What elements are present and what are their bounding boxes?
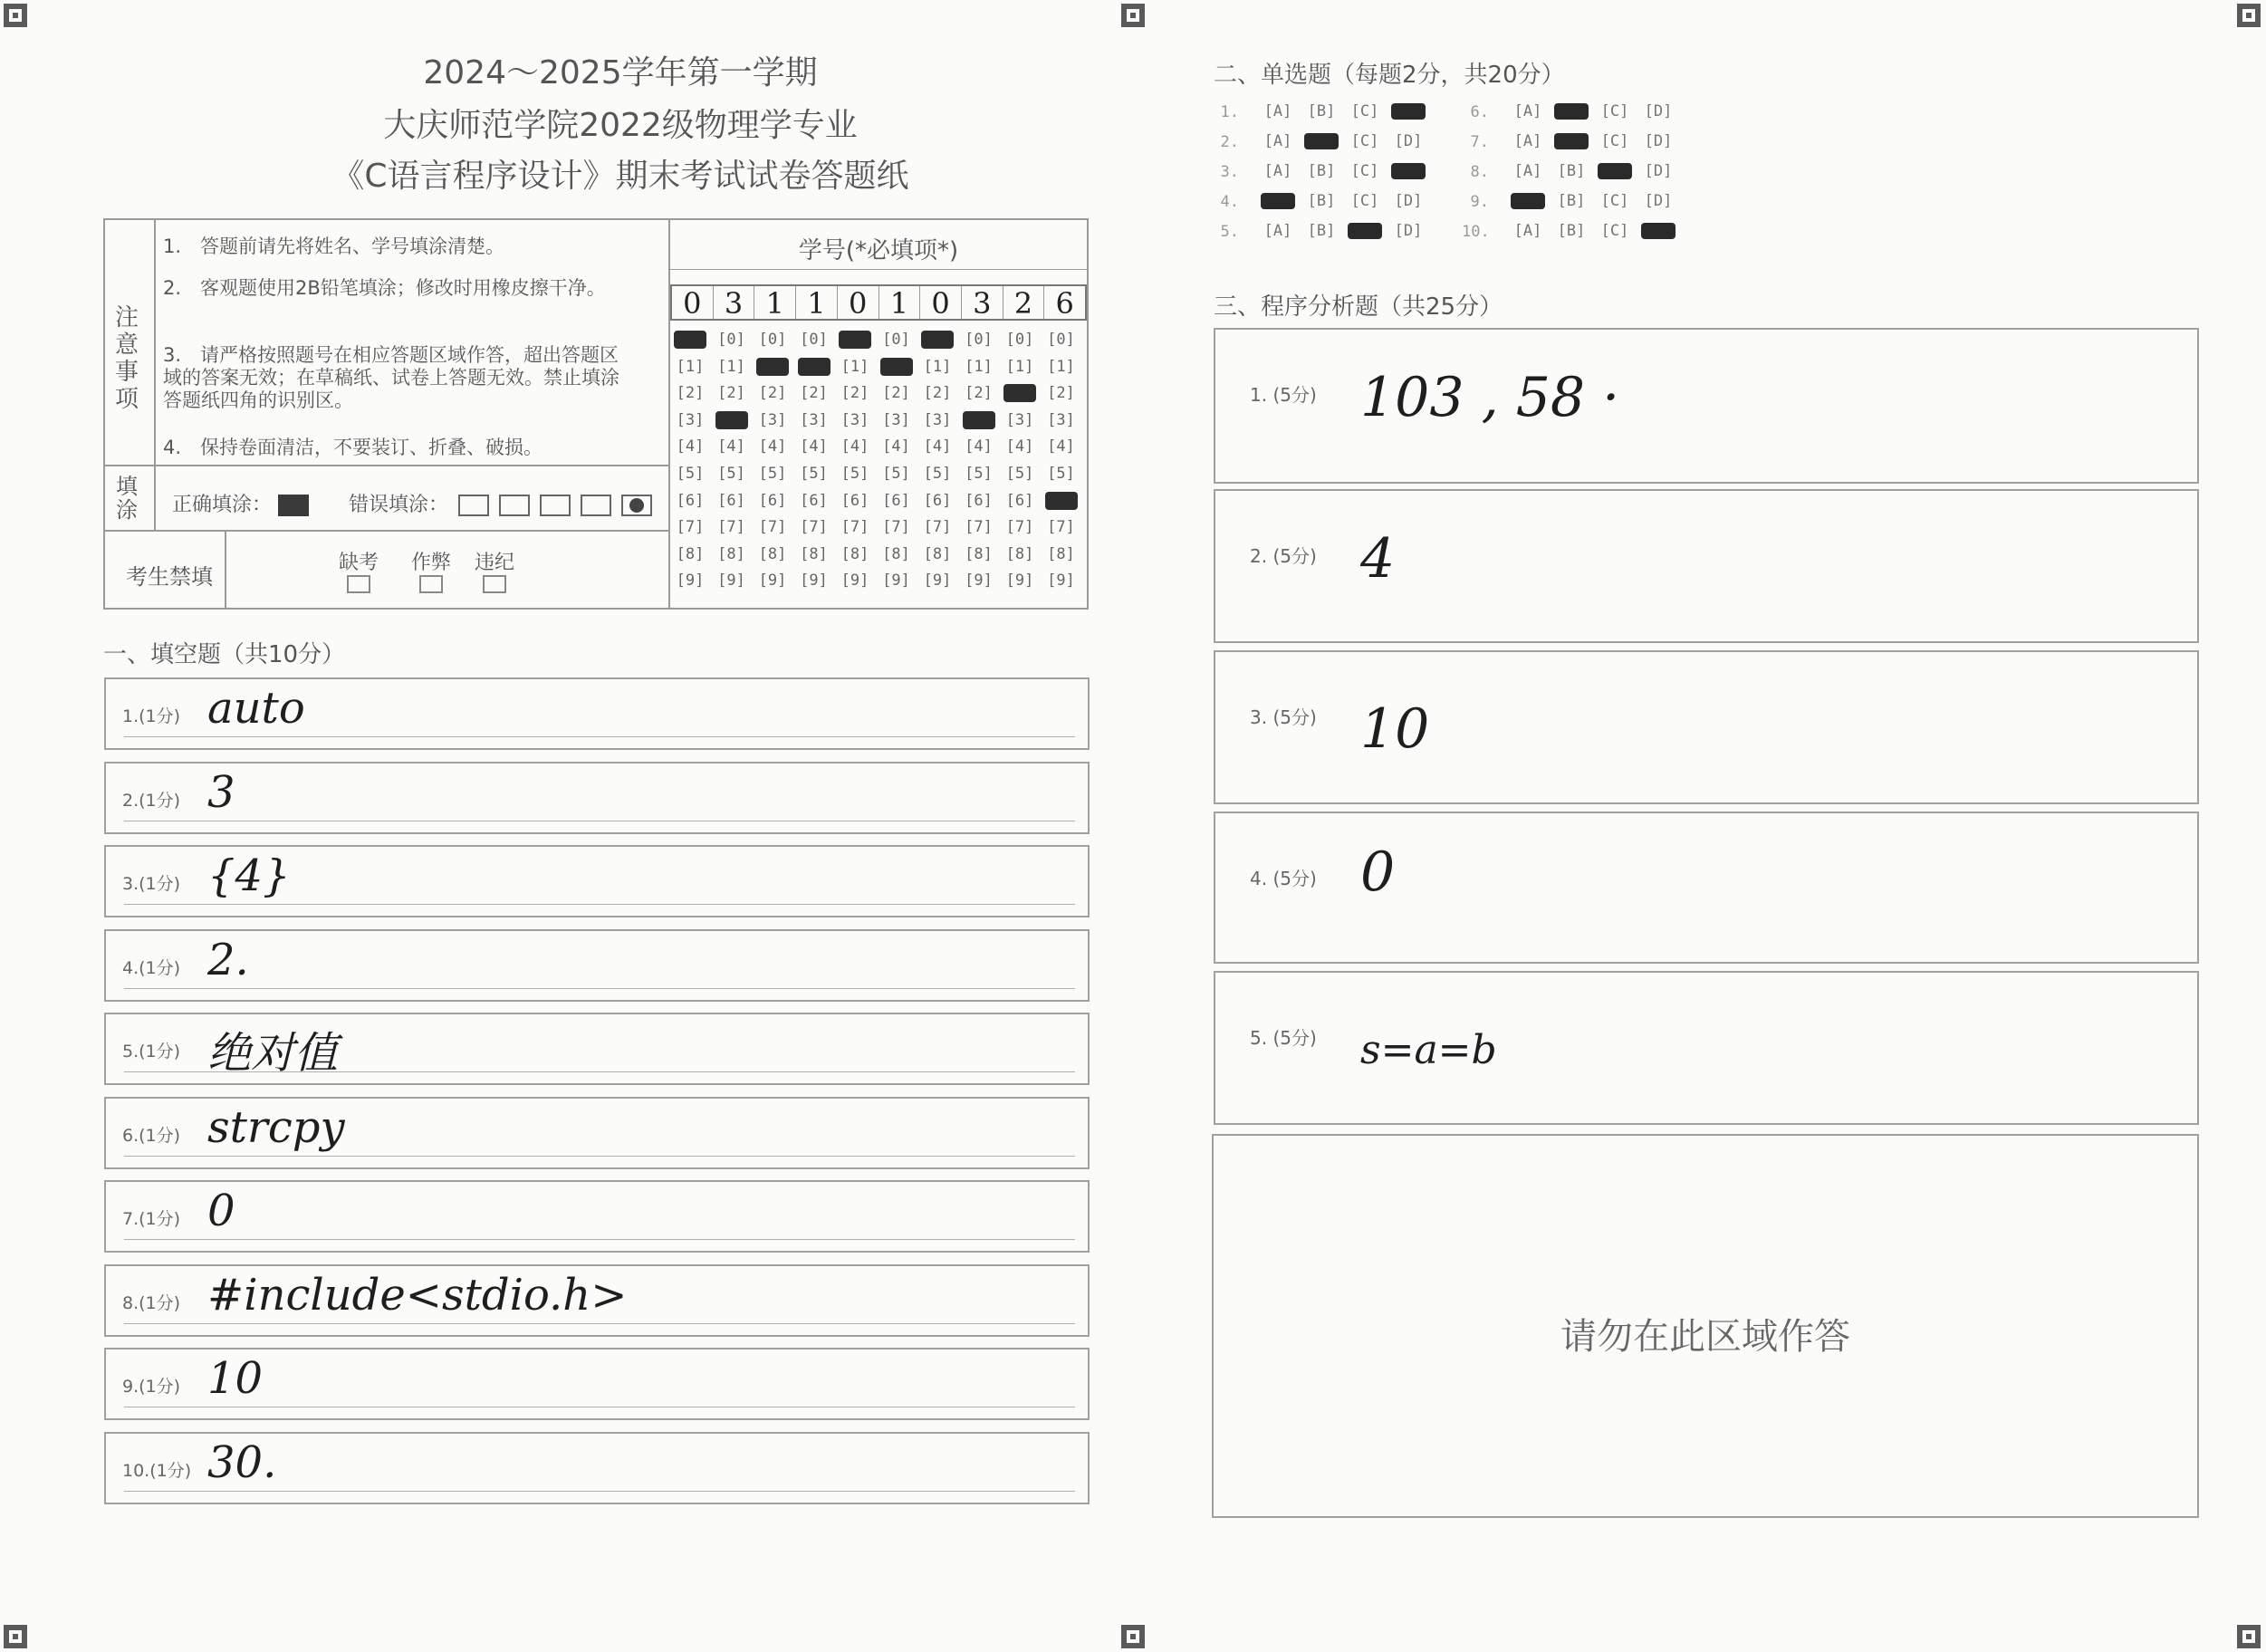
note-item-2: 2. 客观题使用2B铅笔填涂；修改时用橡皮擦干净。 bbox=[163, 277, 606, 299]
id-bubble[interactable]: [5] bbox=[1005, 465, 1034, 483]
answer-line bbox=[124, 988, 1075, 989]
mc-option-filled[interactable] bbox=[1641, 223, 1675, 239]
header-exam-title: 《C语言程序设计》期末考试试卷答题纸 bbox=[331, 158, 909, 195]
ban-label: 考生禁填 bbox=[126, 564, 213, 590]
id-bubble[interactable]: [2] bbox=[717, 384, 745, 403]
mc-option[interactable]: [B] bbox=[1557, 222, 1586, 240]
mc-option[interactable]: [D] bbox=[1394, 222, 1423, 240]
id-bubble[interactable]: [3] bbox=[758, 410, 787, 429]
mc-option[interactable]: [D] bbox=[1394, 192, 1423, 210]
id-bubble[interactable]: [6] bbox=[965, 491, 993, 510]
id-bubble[interactable]: [6] bbox=[717, 491, 745, 510]
mc-option[interactable]: [A] bbox=[1263, 162, 1292, 180]
id-bubble[interactable]: [3] bbox=[882, 410, 910, 429]
note-item-3: 3. 请严格按照题号在相应答题区域作答，超出答题区域的答案无效；在草稿纸、试卷上答题无效。禁止填涂答题纸四角的识别区。 bbox=[163, 344, 619, 411]
mc-option[interactable]: [C] bbox=[1600, 132, 1629, 150]
id-digit: 2 bbox=[1003, 286, 1045, 319]
corner-marker-bottom-left bbox=[4, 1625, 27, 1648]
id-bubble[interactable]: [8] bbox=[1005, 544, 1034, 563]
ban-absent bbox=[331, 547, 386, 599]
id-bubble[interactable]: [0] bbox=[882, 331, 910, 349]
id-bubble[interactable]: [5] bbox=[800, 465, 828, 483]
mc-option-filled[interactable] bbox=[1511, 193, 1545, 209]
mc-option-filled[interactable] bbox=[1554, 103, 1589, 120]
mc-question-number: 8. bbox=[1470, 163, 1489, 181]
mc-option[interactable]: [A] bbox=[1513, 162, 1542, 180]
ban-violation-label: 违纪 bbox=[474, 552, 514, 574]
fill-blank-box bbox=[104, 1432, 1090, 1504]
mc-option-filled[interactable] bbox=[1261, 193, 1295, 209]
question-label: 2.(1分) bbox=[122, 790, 181, 811]
handwritten-answer: 绝对值 bbox=[207, 1028, 339, 1079]
id-bubble[interactable]: [5] bbox=[965, 465, 993, 483]
id-bubble[interactable]: [8] bbox=[800, 544, 828, 563]
id-bubble[interactable]: [3] bbox=[676, 410, 705, 429]
id-bubble[interactable]: [0] bbox=[758, 331, 787, 349]
id-bubble[interactable]: [2] bbox=[840, 384, 869, 403]
id-bubble[interactable]: [1] bbox=[717, 357, 745, 376]
mc-question-number: 3. bbox=[1220, 163, 1239, 181]
id-digit: 0 bbox=[920, 286, 962, 319]
fill-blank-box bbox=[104, 677, 1090, 750]
id-bubble[interactable]: [2] bbox=[758, 384, 787, 403]
header-school: 大庆师范学院2022级物理学专业 bbox=[383, 107, 858, 144]
mc-option[interactable]: [A] bbox=[1513, 132, 1542, 150]
mc-option[interactable]: [B] bbox=[1307, 222, 1336, 240]
handwritten-answer: 3 bbox=[207, 766, 235, 818]
question-label: 9.(1分) bbox=[122, 1377, 181, 1397]
id-bubble[interactable]: [1] bbox=[923, 357, 952, 376]
mc-option[interactable]: [D] bbox=[1394, 132, 1423, 150]
question-label: 4. (5分) bbox=[1250, 868, 1317, 889]
mc-question-number: 4. bbox=[1220, 193, 1239, 211]
id-bubble[interactable]: [6] bbox=[840, 491, 869, 510]
handwritten-answer: 0 bbox=[1360, 840, 1396, 904]
id-digit: 1 bbox=[754, 286, 796, 319]
id-bubble-filled[interactable] bbox=[839, 331, 871, 349]
id-bubble[interactable]: [4] bbox=[965, 437, 993, 456]
wrong-mark-tick-icon bbox=[499, 495, 530, 516]
id-bubble[interactable]: [6] bbox=[800, 491, 828, 510]
id-bubble[interactable]: [6] bbox=[923, 491, 952, 510]
question-label: 1. (5分) bbox=[1250, 384, 1317, 406]
mc-option[interactable]: [C] bbox=[1350, 132, 1379, 150]
note-item-4: 4. 保持卷面清洁，不要装订、折叠、破损。 bbox=[163, 437, 543, 458]
corner-marker-top-left bbox=[4, 4, 27, 27]
handwritten-answer: 2. bbox=[207, 934, 249, 985]
id-bubble[interactable]: [9] bbox=[965, 571, 993, 591]
id-bubble[interactable]: [5] bbox=[923, 465, 952, 483]
id-bubble[interactable]: [9] bbox=[717, 571, 745, 591]
id-bubble[interactable]: [0] bbox=[717, 331, 745, 349]
id-bubble[interactable]: [5] bbox=[717, 465, 745, 483]
fill-blank-box bbox=[104, 929, 1090, 1002]
id-bubble[interactable]: [4] bbox=[840, 437, 869, 456]
handwritten-answer: 0 bbox=[207, 1186, 235, 1236]
id-digit: 1 bbox=[796, 286, 838, 319]
mc-option[interactable]: [C] bbox=[1350, 162, 1379, 180]
id-bubble[interactable]: [8] bbox=[965, 544, 993, 563]
question-label: 5.(1分) bbox=[122, 1042, 181, 1061]
fill-blank-box bbox=[104, 1013, 1090, 1085]
id-bubble[interactable]: [9] bbox=[676, 571, 705, 591]
ban-cheat bbox=[404, 547, 458, 599]
mc-option[interactable]: [D] bbox=[1644, 102, 1673, 120]
mc-option[interactable]: [D] bbox=[1644, 192, 1673, 210]
id-bubble[interactable]: [5] bbox=[840, 465, 869, 483]
mc-option[interactable]: [B] bbox=[1307, 162, 1336, 180]
id-bubble[interactable]: [7] bbox=[882, 518, 910, 537]
handwritten-answer: s=a=b bbox=[1360, 1027, 1497, 1073]
id-bubble[interactable]: [7] bbox=[1047, 518, 1075, 537]
handwritten-answer: 10 bbox=[207, 1353, 264, 1404]
question-label: 3. (5分) bbox=[1250, 706, 1317, 728]
id-bubble[interactable]: [4] bbox=[923, 437, 952, 456]
answer-line bbox=[124, 904, 1075, 905]
mc-question-number: 1. bbox=[1220, 103, 1239, 121]
id-bubble-filled[interactable] bbox=[798, 358, 831, 376]
id-bubble[interactable]: [4] bbox=[1005, 437, 1034, 456]
id-bubble[interactable]: [0] bbox=[1047, 331, 1075, 349]
fill-blank-box bbox=[104, 1264, 1090, 1337]
single-choice-title: 二、单选题（每题2分，共20分） bbox=[1214, 62, 1565, 89]
fill-blank-title: 一、填空题（共10分） bbox=[103, 641, 346, 668]
id-bubble[interactable]: [4] bbox=[1047, 437, 1075, 456]
mc-option[interactable]: [C] bbox=[1600, 192, 1629, 210]
mc-option[interactable]: [B] bbox=[1557, 162, 1586, 180]
answer-line bbox=[124, 1491, 1075, 1492]
fill-wrong-label: 错误填涂： bbox=[349, 494, 449, 516]
id-bubble[interactable]: [2] bbox=[676, 384, 705, 403]
answer-line bbox=[124, 1156, 1075, 1157]
mc-option[interactable]: [A] bbox=[1263, 132, 1292, 150]
corner-marker-bottom-right bbox=[2237, 1625, 2261, 1648]
id-bubble[interactable]: [3] bbox=[840, 410, 869, 429]
id-bubble[interactable]: [9] bbox=[758, 571, 787, 591]
question-label: 8.(1分) bbox=[122, 1292, 181, 1313]
fill-blank-box bbox=[104, 1097, 1090, 1169]
fill-blank-box bbox=[104, 1180, 1090, 1253]
id-bubble[interactable]: [3] bbox=[923, 410, 952, 429]
id-bubble[interactable]: [0] bbox=[800, 331, 828, 349]
id-bubble[interactable]: [1] bbox=[676, 357, 705, 376]
id-bubble[interactable]: [8] bbox=[758, 544, 787, 563]
id-bubble[interactable]: [2] bbox=[923, 384, 952, 403]
id-bubble[interactable]: [7] bbox=[717, 518, 745, 537]
fill-label: 填涂 bbox=[116, 474, 138, 523]
id-bubble[interactable]: [7] bbox=[800, 518, 828, 537]
id-bubble-filled[interactable] bbox=[963, 411, 995, 429]
id-bubble[interactable]: [5] bbox=[676, 465, 705, 483]
fill-blank-box bbox=[104, 845, 1090, 917]
handwritten-answer: 30. bbox=[207, 1436, 277, 1488]
id-bubble[interactable]: [9] bbox=[840, 571, 869, 591]
student-id-title: 学号(*必填项*) bbox=[798, 237, 959, 264]
id-bubble[interactable]: [7] bbox=[965, 518, 993, 537]
id-bubble[interactable]: [1] bbox=[965, 357, 993, 376]
fill-blank-box bbox=[104, 762, 1090, 834]
header-term: 2024～2025学年第一学期 bbox=[423, 54, 818, 91]
mc-option[interactable]: [A] bbox=[1513, 102, 1542, 120]
mc-option-filled[interactable] bbox=[1348, 223, 1382, 239]
ban-cheat-label: 作弊 bbox=[410, 552, 451, 574]
program-answer-box bbox=[1214, 812, 2199, 964]
id-bubble[interactable]: [1] bbox=[1005, 357, 1034, 376]
ban-absent-checkbox[interactable] bbox=[347, 575, 370, 593]
notes-label: 注意事项 bbox=[114, 304, 139, 413]
id-bubble[interactable]: [0] bbox=[965, 331, 993, 349]
id-bubble[interactable]: [2] bbox=[1047, 384, 1075, 403]
id-digit: 3 bbox=[714, 286, 755, 319]
mc-question-number: 9. bbox=[1470, 193, 1489, 211]
id-bubble[interactable]: [8] bbox=[923, 544, 952, 563]
no-answer-zone bbox=[1212, 1134, 2199, 1518]
mc-option[interactable]: [A] bbox=[1513, 222, 1542, 240]
ban-violation-checkbox[interactable] bbox=[483, 575, 506, 593]
handwritten-answer: 4 bbox=[1360, 527, 1396, 591]
question-label: 3.(1分) bbox=[122, 874, 181, 894]
wrong-mark-check-icon bbox=[458, 495, 489, 516]
id-bubble[interactable]: [0] bbox=[1005, 331, 1034, 349]
fill-blank-box bbox=[104, 1348, 1090, 1420]
id-bubble-filled[interactable] bbox=[921, 331, 954, 349]
corner-marker-top-center bbox=[1121, 4, 1145, 27]
id-bubble[interactable]: [4] bbox=[676, 437, 705, 456]
program-answer-box bbox=[1214, 328, 2199, 484]
id-bubble[interactable]: [7] bbox=[840, 518, 869, 537]
id-bubble[interactable]: [8] bbox=[882, 544, 910, 563]
mc-option-filled[interactable] bbox=[1391, 163, 1426, 179]
id-bubble[interactable]: [8] bbox=[840, 544, 869, 563]
id-bubble[interactable]: [6] bbox=[676, 491, 705, 510]
id-bubble[interactable]: [9] bbox=[923, 571, 952, 591]
program-answer-box bbox=[1214, 489, 2199, 643]
id-bubble-filled[interactable] bbox=[1003, 384, 1036, 402]
id-bubble[interactable]: [3] bbox=[800, 410, 828, 429]
id-bubble[interactable]: [8] bbox=[717, 544, 745, 563]
id-bubble[interactable]: [6] bbox=[882, 491, 910, 510]
mc-option[interactable]: [C] bbox=[1600, 102, 1629, 120]
mc-option[interactable]: [B] bbox=[1307, 102, 1336, 120]
id-digit: 1 bbox=[879, 286, 921, 319]
mc-option-filled[interactable] bbox=[1391, 103, 1426, 120]
id-bubble[interactable]: [7] bbox=[758, 518, 787, 537]
question-label: 2. (5分) bbox=[1250, 545, 1317, 567]
answer-line bbox=[124, 1239, 1075, 1240]
fill-example-row bbox=[172, 489, 652, 517]
id-bubble[interactable]: [1] bbox=[840, 357, 869, 376]
id-bubble[interactable]: [4] bbox=[882, 437, 910, 456]
id-digit: 0 bbox=[672, 286, 714, 319]
mc-option[interactable]: [C] bbox=[1350, 102, 1379, 120]
mc-option[interactable]: [A] bbox=[1263, 222, 1292, 240]
ban-violation bbox=[467, 547, 522, 599]
id-bubble[interactable]: [6] bbox=[1005, 491, 1034, 510]
program-answer-box bbox=[1214, 650, 2199, 804]
question-label: 4.(1分) bbox=[122, 957, 181, 978]
id-bubble-filled[interactable] bbox=[756, 358, 789, 376]
ban-absent-label: 缺考 bbox=[338, 552, 379, 574]
mc-question-number: 5. bbox=[1220, 223, 1239, 241]
no-answer-text: 请勿在此区域作答 bbox=[1560, 1316, 1850, 1358]
correct-mark-icon bbox=[278, 495, 309, 516]
mc-option-filled[interactable] bbox=[1598, 163, 1632, 179]
wrong-mark-dash-icon bbox=[540, 495, 571, 516]
id-digit: 3 bbox=[962, 286, 1003, 319]
id-bubble[interactable]: [6] bbox=[758, 491, 787, 510]
mc-option[interactable]: [D] bbox=[1644, 132, 1673, 150]
id-bubble[interactable]: [7] bbox=[1005, 518, 1034, 537]
handwritten-answer: 10 bbox=[1360, 697, 1430, 761]
id-bubble[interactable]: [9] bbox=[1047, 571, 1075, 591]
mc-option-filled[interactable] bbox=[1304, 133, 1339, 149]
answer-line bbox=[124, 1323, 1075, 1324]
student-id-digits bbox=[670, 284, 1087, 321]
handwritten-answer: 103 , 58 · bbox=[1360, 366, 1620, 429]
id-bubble[interactable]: [2] bbox=[800, 384, 828, 403]
id-bubble[interactable]: [9] bbox=[1005, 571, 1034, 591]
id-bubble-filled[interactable] bbox=[715, 411, 748, 429]
question-label: 5. (5分) bbox=[1250, 1027, 1317, 1049]
mc-option[interactable]: [B] bbox=[1557, 192, 1586, 210]
id-bubble-filled[interactable] bbox=[880, 358, 913, 376]
id-bubble[interactable]: [4] bbox=[800, 437, 828, 456]
id-bubble[interactable]: [5] bbox=[882, 465, 910, 483]
question-label: 1.(1分) bbox=[122, 706, 181, 726]
question-label: 10.(1分) bbox=[122, 1460, 192, 1481]
ban-cheat-checkbox[interactable] bbox=[419, 575, 443, 593]
mc-option[interactable]: [A] bbox=[1263, 102, 1292, 120]
id-bubble[interactable]: [5] bbox=[1047, 465, 1075, 483]
id-bubble[interactable]: [9] bbox=[800, 571, 828, 591]
handwritten-answer: strcpy bbox=[207, 1101, 345, 1153]
id-bubble-filled[interactable] bbox=[674, 331, 706, 349]
mc-option[interactable]: [D] bbox=[1644, 162, 1673, 180]
handwritten-answer: auto bbox=[207, 683, 305, 734]
mc-option-filled[interactable] bbox=[1554, 133, 1589, 149]
answer-line bbox=[124, 736, 1075, 737]
id-bubble[interactable]: [4] bbox=[717, 437, 745, 456]
note-item-1: 1. 答题前请先将姓名、学号填涂清楚。 bbox=[163, 235, 505, 257]
program-title: 三、程序分析题（共25分） bbox=[1214, 293, 1503, 321]
fill-correct-label: 正确填涂： bbox=[172, 494, 273, 516]
program-answer-box bbox=[1214, 971, 2199, 1125]
id-bubble[interactable]: [7] bbox=[923, 518, 952, 537]
question-label: 6.(1分) bbox=[122, 1125, 181, 1146]
id-bubble[interactable]: [1] bbox=[1047, 357, 1075, 376]
id-digit: 6 bbox=[1055, 286, 1074, 321]
mc-option[interactable]: [B] bbox=[1307, 192, 1336, 210]
mc-question-number: 2. bbox=[1220, 133, 1239, 151]
mc-question-number: 10. bbox=[1462, 223, 1490, 241]
handwritten-answer: #include<stdio.h> bbox=[207, 1269, 628, 1321]
id-bubble[interactable]: [8] bbox=[1047, 544, 1075, 563]
mc-question-number: 6. bbox=[1470, 103, 1489, 121]
wrong-mark-dot-icon bbox=[621, 495, 652, 516]
id-bubble[interactable]: [2] bbox=[965, 384, 993, 403]
id-bubble[interactable]: [8] bbox=[676, 544, 705, 563]
corner-marker-top-right bbox=[2237, 4, 2261, 27]
id-bubble[interactable]: [4] bbox=[758, 437, 787, 456]
mc-question-number: 7. bbox=[1470, 133, 1489, 151]
id-bubble[interactable]: [2] bbox=[882, 384, 910, 403]
question-label: 7.(1分) bbox=[122, 1209, 181, 1229]
handwritten-answer: {4} bbox=[207, 850, 291, 901]
mc-option[interactable]: [C] bbox=[1600, 222, 1629, 240]
id-bubble[interactable]: [9] bbox=[882, 571, 910, 591]
id-bubble-filled[interactable] bbox=[1045, 492, 1078, 510]
mc-option[interactable]: [C] bbox=[1350, 192, 1379, 210]
id-bubble[interactable]: [3] bbox=[1005, 410, 1034, 429]
wrong-mark-empty-icon bbox=[581, 495, 611, 516]
id-digit: 0 bbox=[838, 286, 879, 319]
id-bubble[interactable]: [5] bbox=[758, 465, 787, 483]
id-bubble[interactable]: [7] bbox=[676, 518, 705, 537]
corner-marker-bottom-center bbox=[1121, 1625, 1145, 1648]
id-bubble[interactable]: [3] bbox=[1047, 410, 1075, 429]
